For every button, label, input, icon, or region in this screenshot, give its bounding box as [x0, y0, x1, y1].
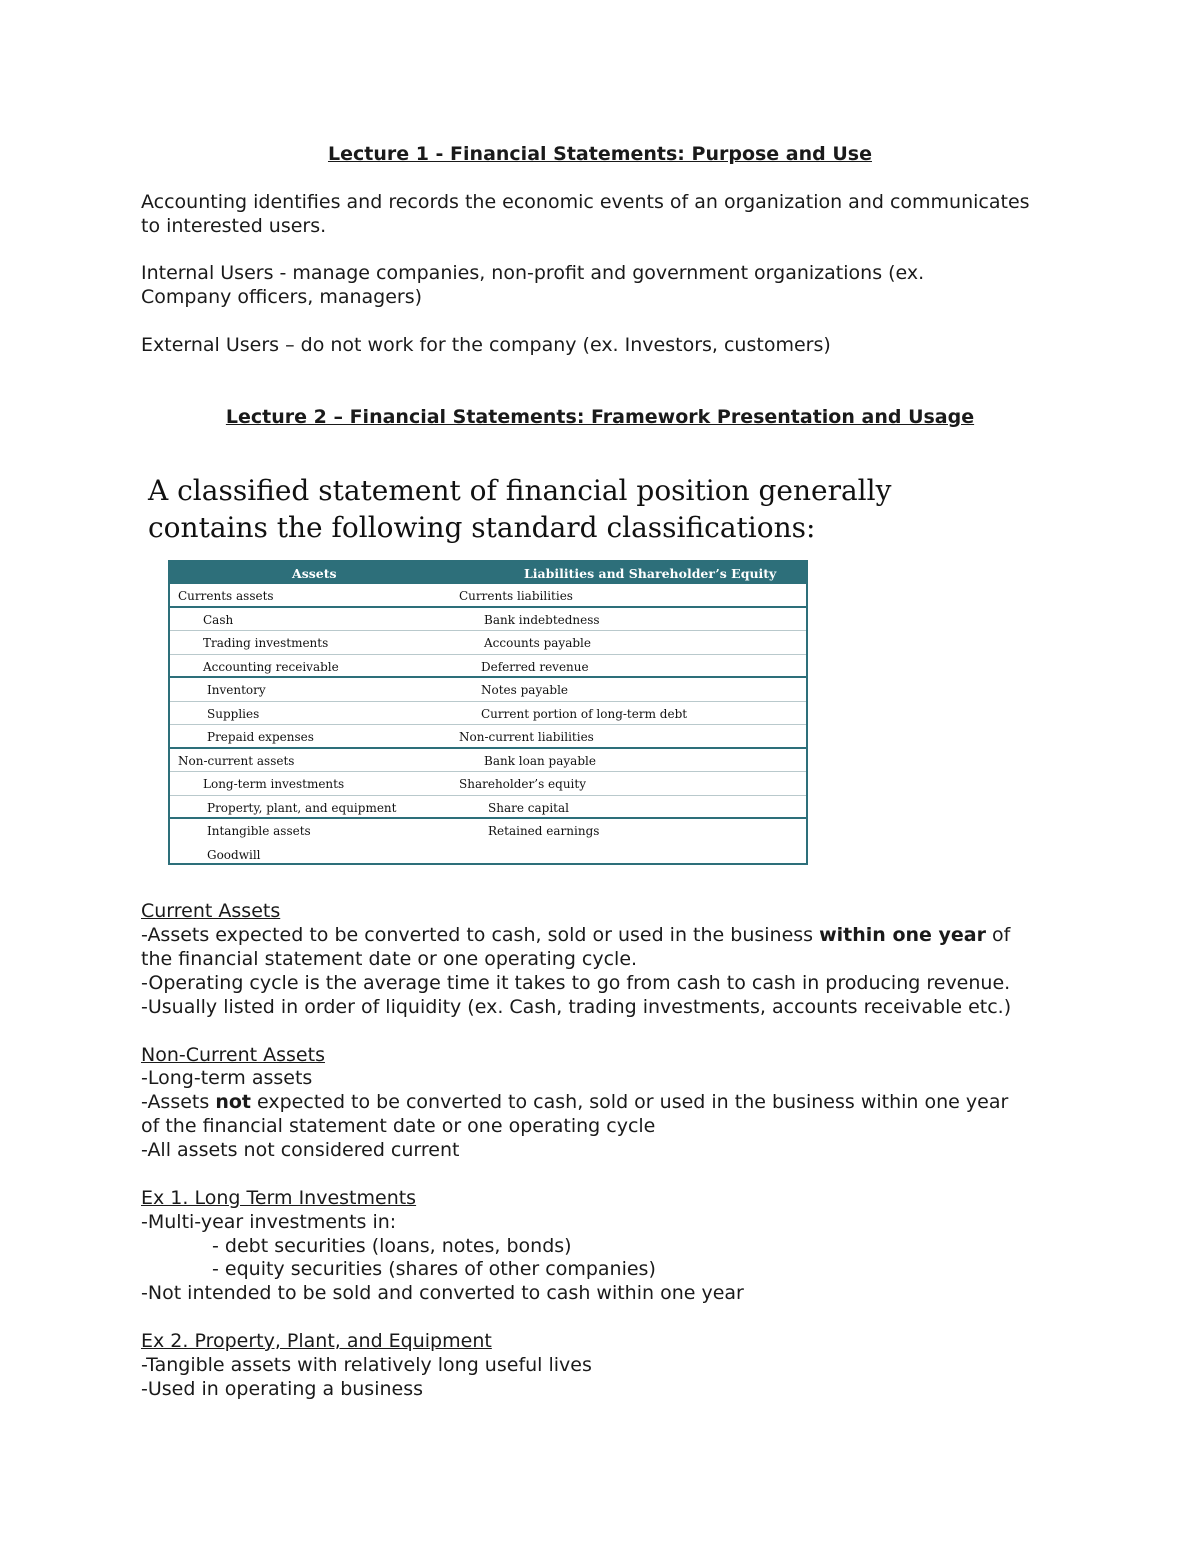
external-users-line: External Users – do not work for the company (ex. Investors, customers): [141, 334, 831, 356]
asset-cell: Long-term investments: [203, 777, 345, 791]
non-current-assets-line-4: -All assets not considered current: [141, 1139, 460, 1161]
table-row: [170, 749, 806, 773]
current-assets-line-1: -Assets expected to be converted to cash, sold or used in the business within one year of: [141, 924, 1011, 946]
table-row: [170, 772, 806, 796]
liability-cell: Accounts payable: [484, 636, 591, 650]
liability-cell: Shareholder’s equity: [459, 777, 586, 791]
table-row: [170, 819, 806, 843]
internal-users-line-1: Internal Users - manage companies, non-profit and government organizations (ex.: [141, 262, 925, 284]
table-row: [170, 631, 806, 655]
asset-cell: Non-current assets: [178, 753, 295, 768]
ex1-line-1: -Multi-year investments in:: [141, 1211, 397, 1233]
ex1-line-2: - debt securities (loans, notes, bonds): [212, 1235, 572, 1257]
current-assets-line-4: -Usually listed in order of liquidity (ex. Cash, trading investments, accounts receivable etc.): [141, 996, 1012, 1018]
table-row: [170, 725, 806, 749]
ex1-line-3: - equity securities (shares of other companies): [212, 1258, 656, 1280]
liability-cell: Retained earnings: [488, 824, 600, 838]
table-row: [170, 584, 806, 608]
table-row: [170, 678, 806, 702]
table-row: [170, 796, 806, 820]
current-assets-line-3: -Operating cycle is the average time it takes to go from cash to cash in producing revenue.: [141, 972, 1011, 994]
lecture-1-title: Lecture 1 - Financial Statements: Purpose and Use: [327, 143, 872, 165]
non-current-assets-line-2: -Assets not expected to be converted to cash, sold or used in the business within one year: [141, 1091, 1009, 1113]
lecture-2-title: Lecture 2 – Financial Statements: Framework Presentation and Usage: [225, 406, 975, 428]
figure-title: [148, 472, 891, 546]
current-assets-heading: Current Assets: [141, 900, 281, 922]
table-row: [170, 655, 806, 679]
asset-cell: Trading investments: [203, 636, 329, 650]
ex1-heading: Ex 1. Long Term Investments: [141, 1187, 417, 1209]
ex2-line-1: -Tangible assets with relatively long useful lives: [141, 1354, 592, 1376]
table-row: [170, 843, 806, 867]
figure-title-line-2: contains the following standard classifications:: [148, 511, 816, 544]
asset-cell: Intangible assets: [207, 824, 311, 838]
classification-table: [168, 560, 808, 865]
intro-line-1: Accounting identifies and records the economic events of an organization and communicates: [141, 191, 1030, 213]
asset-cell: Goodwill: [207, 847, 261, 862]
liability-cell: Deferred revenue: [481, 659, 589, 674]
internal-users-line-2: Company officers, managers): [141, 286, 423, 308]
table-row: [170, 608, 806, 632]
ex2-line-2: -Used in operating a business: [141, 1378, 424, 1400]
asset-cell: Currents assets: [178, 589, 274, 603]
liability-cell: Bank loan payable: [484, 753, 596, 768]
liability-cell: Non-current liabilities: [459, 730, 594, 744]
asset-cell: Supplies: [207, 706, 260, 721]
table-header: [170, 562, 806, 584]
asset-cell: Accounting receivable: [203, 659, 339, 674]
header-assets: Assets: [292, 566, 337, 581]
asset-cell: Inventory: [207, 683, 266, 697]
asset-cell: Property, plant, and equipment: [207, 800, 397, 815]
liability-cell: Share capital: [488, 800, 569, 815]
asset-cell: Cash: [203, 612, 234, 627]
figure-title-line-1: A classified statement of financial position generally: [148, 474, 892, 507]
intro-line-2: to interested users.: [141, 215, 327, 237]
liability-cell: Notes payable: [481, 683, 569, 697]
liability-cell: Currents liabilities: [459, 589, 573, 603]
liability-cell: Current portion of long-term debt: [481, 706, 688, 721]
non-current-assets-line-3: of the financial statement date or one operating cycle: [141, 1115, 656, 1137]
non-current-assets-line-1: -Long-term assets: [141, 1067, 313, 1089]
current-assets-line-2: the financial statement date or one operating cycle.: [141, 948, 638, 970]
asset-cell: Prepaid expenses: [207, 730, 314, 744]
ex2-heading: Ex 2. Property, Plant, and Equipment: [141, 1330, 492, 1352]
ex1-line-4: -Not intended to be sold and converted to cash within one year: [141, 1282, 744, 1304]
non-current-assets-heading: Non-Current Assets: [141, 1044, 325, 1066]
liability-cell: Bank indebtedness: [484, 612, 600, 627]
table-row: [170, 702, 806, 726]
header-liabilities: Liabilities and Shareholder’s Equity: [524, 566, 777, 581]
